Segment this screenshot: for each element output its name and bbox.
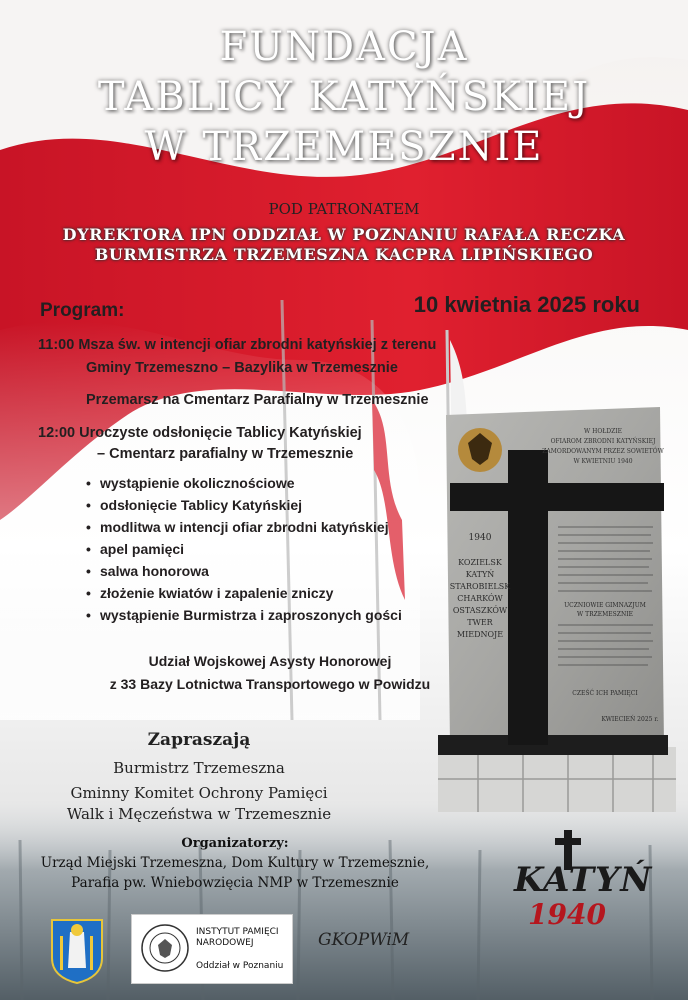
patronage-label: POD PATRONATEM (268, 200, 420, 218)
ipn-text-line-3: Oddział w Poznaniu (196, 961, 284, 971)
gkopwim-logo: GKOPWiM (318, 930, 410, 950)
monument-text: ZAMORDOWANYM PRZEZ SOWIETÓW (542, 448, 664, 455)
program-bullet: • salwa honorowa (86, 563, 209, 579)
patronage-line-1: DYREKTORA IPN ODDZIAŁ W POZNANIU RAFAŁA RECZKA (62, 225, 626, 244)
katyn-memorial-stone (408, 395, 680, 820)
program-line-2: Gminy Trzemeszno – Bazylika w Trzemesznie (86, 360, 398, 376)
program-bullet: • złożenie kwiatów i zapalenie zniczy (86, 585, 333, 601)
honor-guard-line-2: z 33 Bazy Lotnictwa Transportowego w Powidzu (109, 676, 431, 692)
trzemeszno-coat-of-arms-icon (50, 918, 104, 984)
organizers-label: Organizatorzy: (181, 836, 289, 851)
program-bullet: • modlitwa w intencji ofiar zbrodni katyńskiej (86, 519, 389, 535)
program-bullet: • wystąpienie okolicznościowe (86, 475, 295, 491)
katyn-logo-year: 1940 (528, 898, 606, 931)
monument-text: UCZNIOWIE GIMNAZJUM (564, 602, 646, 609)
monument-text: W KWIETNIU 1940 (573, 458, 633, 465)
title-line-3: W TRZEMESZNIE (144, 124, 544, 170)
monument-text: W HOŁDZIE (584, 428, 622, 435)
monument-text: OFIAROM ZBRODNI KATYŃSKIEJ (550, 438, 656, 445)
program-line-5: – Cmentarz parafialny w Trzemesznie (97, 446, 354, 462)
organizers-line-1: Urząd Miejski Trzemeszna, Dom Kultury w Trzemesznie, (40, 855, 430, 871)
monument-text: W TRZEMESZNIE (577, 611, 633, 618)
invite-line-3: Walk i Męczeństwa w Trzemesznie (66, 805, 332, 823)
monument-place: STAROBIELSK (449, 582, 511, 591)
monument-place: OSTASZKÓW (452, 606, 508, 615)
patronage-line-2: BURMISTRZA TRZEMESZNA KACPRA LIPIŃSKIEGO (94, 245, 594, 264)
monument-place: MIEDNOJE (456, 630, 504, 639)
monument-place: KOZIELSK (458, 558, 502, 567)
monument-text: KWIECIEŃ 2025 r. (601, 716, 659, 723)
katyn-logo-word: KATYŃ (514, 860, 653, 900)
organizers-line-2: Parafia pw. Wniebowzięcia NMP w Trzemesznie (71, 875, 399, 891)
invite-label: Zapraszają (147, 730, 251, 750)
honor-guard-line-1: Udział Wojskowej Asysty Honorowej (148, 653, 392, 669)
ipn-text-line-2: NARODOWEJ (196, 938, 254, 948)
invite-line-2: Gminny Komitet Ochrony Pamięci (70, 784, 328, 802)
title-line-1: FUNDACJA (219, 24, 469, 70)
program-line-3: Przemarsz na Cmentarz Parafialny w Trzemesznie (86, 392, 429, 408)
monument-place: TWER (467, 618, 493, 627)
monument-text: CZEŚĆ ICH PAMIĘCI (572, 690, 638, 697)
monument-place: KATYŃ (465, 570, 495, 579)
program-line-1: 11:00 Msza św. w intencji ofiar zbrodni katyńskiej z terenu (38, 337, 437, 353)
invite-line-1: Burmistrz Trzemeszna (113, 759, 285, 777)
monument-place: CHARKÓW (457, 594, 503, 603)
program-bullet: • apel pamięci (86, 541, 184, 557)
ipn-seal-icon (140, 923, 190, 973)
program-line-4: 12:00 Uroczyste odsłonięcie Tablicy Katyńskiej (38, 425, 362, 441)
program-bullet: • odsłonięcie Tablicy Katyńskiej (86, 497, 302, 513)
program-label: Program: (40, 300, 125, 321)
event-date: 10 kwietnia 2025 roku (413, 292, 640, 317)
title-line-2: TABLICY KATYŃSKIEJ (97, 74, 591, 120)
program-bullet: • wystąpienie Burmistrza i zaproszonych gości (86, 607, 402, 623)
monument-year: 1940 (468, 533, 492, 543)
ipn-text-line-1: INSTYTUT PAMIĘCI (196, 927, 279, 937)
ipn-logo (131, 914, 293, 984)
